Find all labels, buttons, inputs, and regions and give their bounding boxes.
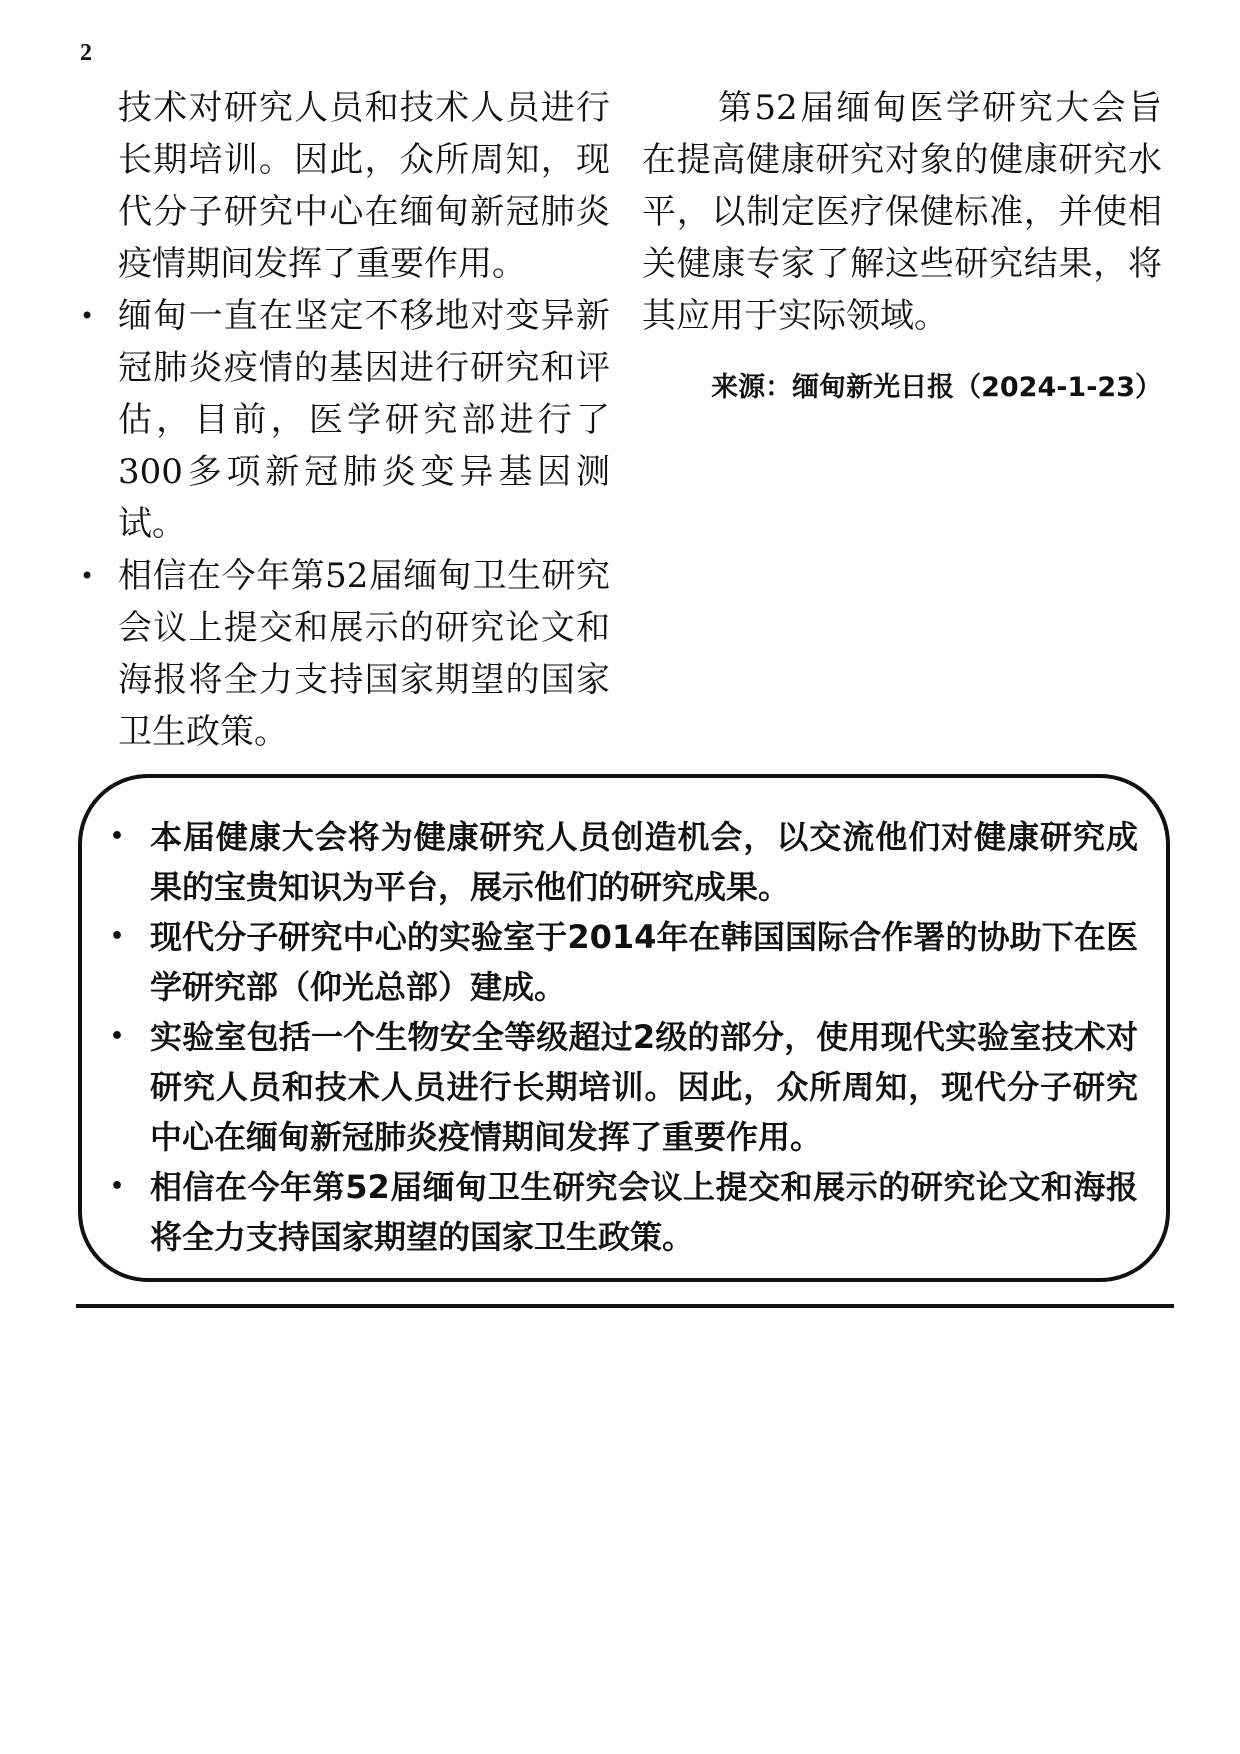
summary-item-text: 本届健康大会将为健康研究人员创造机会，以交流他们对健康研究成果的宝贵知识为平台，展示他们的研究成果。 (150, 818, 1138, 906)
summary-box (78, 774, 1170, 1282)
left-bullet-text: 相信在今年第52届缅甸卫生研究会议上提交和展示的研究论文和海报将全力支持国家期望的国家卫生政策。 (118, 556, 610, 752)
bullet-icon: • (110, 1024, 125, 1049)
left-bullet-item (80, 550, 610, 758)
page-number: 2 (80, 40, 92, 66)
summary-item (110, 1012, 1138, 1162)
left-bullet-text: 缅甸一直在坚定不移地对变异新冠肺炎疫情的基因进行研究和评估，目前，医学研究部进行了300多项新冠肺炎变异基因测试。 (118, 296, 610, 544)
summary-item-text: 现代分子研究中心的实验室于2014年在韩国国际合作署的协助下在医学研究部（仰光总部）建成。 (150, 918, 1138, 1006)
horizontal-divider (76, 1304, 1174, 1308)
left-bullet-item (80, 290, 610, 550)
bullet-icon: • (110, 1174, 125, 1199)
summary-item-text: 实验室包括一个生物安全等级超过2级的部分，使用现代实验室技术对研究人员和技术人员进行长期培训。因此，众所周知，现代分子研究中心在缅甸新冠肺炎疫情期间发挥了重要作用。 (150, 1018, 1138, 1156)
left-continuation-paragraph: 技术对研究人员和技术人员进行长期培训。因此，众所周知，现代分子研究中心在缅甸新冠肺炎疫情期间发挥了重要作用。 (118, 88, 610, 284)
summary-item-text: 相信在今年第52届缅甸卫生研究会议上提交和展示的研究论文和海报将全力支持国家期望的国家卫生政策。 (150, 1168, 1138, 1256)
summary-list (110, 812, 1138, 1262)
bullet-icon: • (80, 562, 95, 590)
right-paragraph: 第52届缅甸医学研究大会旨在提高健康研究对象的健康研究水平，以制定医疗保健标准，并使相关健康专家了解这些研究结果，将其应用于实际领域。 (642, 88, 1162, 336)
summary-item (110, 1162, 1138, 1262)
summary-item (110, 912, 1138, 1012)
left-column (80, 82, 610, 758)
source-citation: 来源：缅甸新光日报（2024-1-23） (711, 372, 1162, 403)
summary-item (110, 812, 1138, 912)
bullet-icon: • (110, 924, 125, 949)
bullet-icon: • (80, 302, 95, 330)
bullet-icon: • (110, 824, 125, 849)
right-column (642, 82, 1162, 408)
